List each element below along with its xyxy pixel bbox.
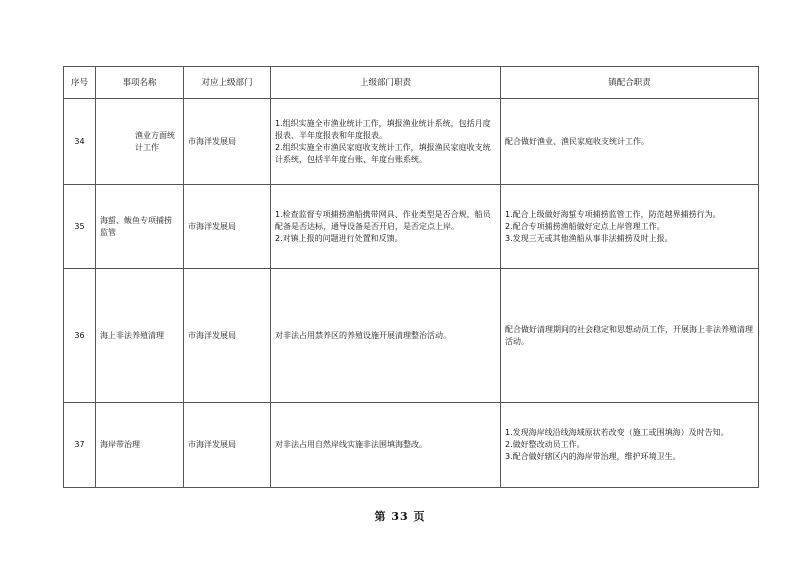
row-upper-duty: 对非法占用禁养区的养殖设施开展清理整治活动。	[271, 269, 501, 403]
header-upper-dept: 对应上级部门	[184, 67, 271, 99]
row-no: 37	[64, 403, 96, 488]
row-item-name: 渔业方面统计工作	[96, 99, 184, 185]
row-upper-dept: 市海洋发展局	[184, 403, 271, 488]
row-upper-duty: 1.检查监督专项捕捞渔船携带网具、作业类型是否合规，船员配备是否达标，通导设备是否开启，是否定点上岸。 2.对镇上报的问题进行处置和反馈。	[271, 185, 501, 269]
row-upper-duty: 对非法占用自然岸线实施非法围填海整改。	[271, 403, 501, 488]
row-town-duty: 配合做好清理期间的社会稳定和思想动员工作，开展海上非法养殖清理活动。	[501, 269, 759, 403]
row-no: 36	[64, 269, 96, 403]
row-item-name: 海岸带治理	[96, 403, 184, 488]
header-item-name: 事项名称	[96, 67, 184, 99]
header-town-duty: 镇配合职责	[501, 67, 759, 99]
table-header-row	[64, 67, 759, 99]
header-no: 序号	[64, 67, 96, 99]
table-row	[64, 185, 759, 269]
row-no: 34	[64, 99, 96, 185]
page-number: 第 33 页	[374, 510, 426, 523]
row-upper-dept: 市海洋发展局	[184, 99, 271, 185]
row-item-name: 海上非法养殖清理	[96, 269, 184, 403]
table-row	[64, 269, 759, 403]
table-row	[64, 99, 759, 185]
row-item-name: 海蜇、鲅鱼专项捕捞监管	[96, 185, 184, 269]
header-upper-duty: 上级部门职责	[271, 67, 501, 99]
row-upper-dept: 市海洋发展局	[184, 269, 271, 403]
row-no: 35	[64, 185, 96, 269]
table-row	[64, 403, 759, 488]
responsibility-table	[63, 66, 759, 488]
row-town-duty: 1.配合上级做好海蜇专项捕捞监管工作，防范越界捕捞行为。 2.配合专项捕捞渔船做好定点上岸管理工作。 3.发现三无或其他渔船从事非法捕捞及时上报。	[501, 185, 759, 269]
row-town-duty: 1.发现海岸线沿线海域原状若改变（施工或围填海）及时告知。 2.做好整改动员工作。 3.配合做好辖区内的海岸带治理，维护环境卫生。	[501, 403, 759, 488]
row-upper-dept: 市海洋发展局	[184, 185, 271, 269]
row-town-duty: 配合做好渔业、渔民家庭收支统计工作。	[501, 99, 759, 185]
row-upper-duty: 1.组织实施全市渔业统计工作，填报渔业统计系统，包括月度报表、半年度报表和年度报表。 2.组织实施全市渔民家庭收支统计工作，填报渔民家庭收支统计系统，包括半年度台账、年度台账系统。	[271, 99, 501, 185]
